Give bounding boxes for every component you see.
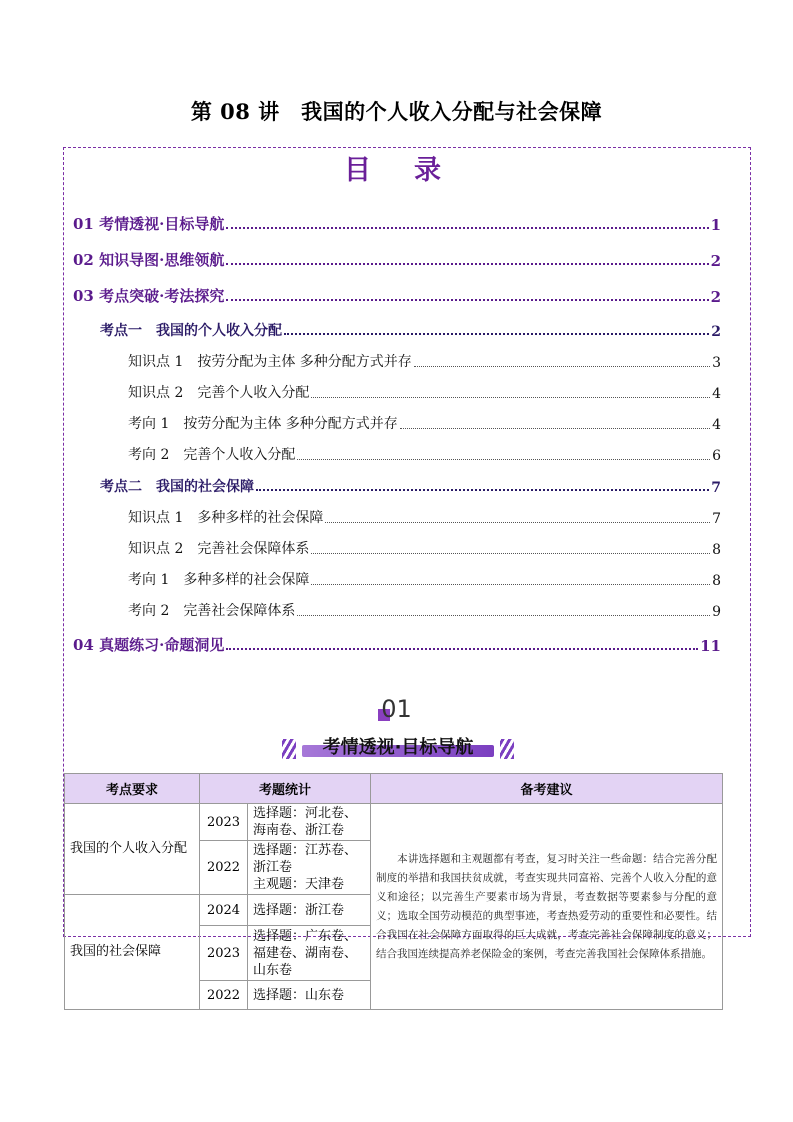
- toc-entry-label: 考向 1 多种多样的社会保障: [128, 572, 310, 588]
- toc-entry[interactable]: [73, 285, 721, 306]
- toc-entry[interactable]: [128, 413, 721, 433]
- toc-entry-label: 考向 2 完善个人收入分配: [128, 447, 296, 463]
- toc-entry-page: 2: [710, 252, 721, 270]
- toc-entry[interactable]: [73, 634, 721, 655]
- year-cell: 2024: [200, 895, 248, 926]
- year-cell: 2023: [200, 804, 248, 841]
- toc-entry-label: 知识点 1 多种多样的社会保障: [128, 510, 324, 526]
- toc-entry[interactable]: [73, 249, 721, 270]
- toc-entry[interactable]: [128, 351, 721, 371]
- stat-cell: 选择题：山东卷: [248, 981, 371, 1010]
- exam-point-income: 我国的个人收入分配: [65, 804, 200, 895]
- toc-entry-label: 知识点 2 完善社会保障体系: [128, 541, 310, 557]
- year-cell: 2022: [200, 841, 248, 895]
- toc-entry-page: 7: [711, 480, 721, 496]
- toc-leader-dots: [311, 584, 710, 585]
- toc-entry[interactable]: [100, 476, 721, 496]
- header-exam-stats: 考题统计: [200, 774, 371, 804]
- exam-point-social-security: 我国的社会保障: [65, 895, 200, 1010]
- toc-entry[interactable]: [128, 538, 721, 558]
- toc-leader-dots: [311, 553, 710, 554]
- toc-entry-label: 考点二 我国的社会保障: [100, 479, 254, 495]
- toc-entry[interactable]: [128, 569, 721, 589]
- toc-entry-label: 03 考点突破·考法探究: [73, 287, 225, 305]
- toc-entry-page: 3: [712, 355, 721, 371]
- toc-entry[interactable]: [73, 213, 721, 234]
- section-title: 考情透视·目标导航: [322, 737, 474, 758]
- advice-text: 本讲选择题和主观题都有考查，复习时关注一些命题：结合完善分配制度的举措和我国扶贫成就，考查实现共同富裕、完善个人收入分配的意义和途径；以完善生产要素市场为背景，考查数据等要素参与分配的意义；选取全国劳动模范的典型事迹，考查热爱劳动的重要性和必要性。结合我国在社会保障方面取得的巨大成就，考查完善社会保障制度的意义；结合我国连续提高养老保险金的案例，考查完善我国社会保障体系措施。: [376, 852, 718, 960]
- year-cell: 2023: [200, 926, 248, 981]
- toc-entry-label: 考点一 我国的个人收入分配: [100, 323, 282, 339]
- toc-entry[interactable]: [128, 507, 721, 527]
- toc-entry-label: 知识点 2 完善个人收入分配: [128, 385, 310, 401]
- toc-entry[interactable]: [128, 600, 721, 620]
- section-number: 01: [381, 695, 412, 723]
- toc-leader-dots: [297, 459, 710, 460]
- toc-entry-page: 6: [712, 448, 721, 464]
- toc-entry[interactable]: [128, 382, 721, 402]
- toc-entry-page: 9: [712, 604, 721, 620]
- toc-heading: 目 录: [344, 155, 449, 186]
- header-exam-point: 考点要求: [65, 774, 200, 804]
- year-cell: 2022: [200, 981, 248, 1010]
- toc-leader-dots: [256, 489, 709, 491]
- exam-analysis-table: [64, 773, 723, 1010]
- toc-entry-page: 2: [711, 324, 721, 340]
- toc-leader-dots: [297, 615, 710, 616]
- header-advice: 备考建议: [371, 774, 723, 804]
- toc-entry-page: 1: [710, 216, 721, 234]
- toc-entry-page: 11: [700, 637, 721, 655]
- toc-leader-dots: [226, 648, 698, 650]
- toc-leader-dots: [284, 333, 709, 335]
- toc-entry-page: 4: [712, 417, 721, 433]
- toc-entry-label: 考向 1 按劳分配为主体 多种分配方式并存: [128, 416, 398, 432]
- toc-entry-label: 02 知识导图·思维领航: [73, 251, 225, 269]
- toc-entry[interactable]: [100, 320, 721, 340]
- toc-entry-page: 7: [712, 511, 721, 527]
- stat-cell: 选择题：浙江卷: [248, 895, 371, 926]
- toc-leader-dots: [325, 522, 710, 523]
- toc-leader-dots: [226, 227, 708, 229]
- toc-entry-label: 知识点 1 按劳分配为主体 多种分配方式并存: [128, 354, 412, 370]
- toc-entry-page: 8: [712, 542, 721, 558]
- toc-entry-label: 考向 2 完善社会保障体系: [128, 603, 296, 619]
- stat-cell: 选择题：江苏卷、浙江卷 主观题：天津卷: [248, 841, 371, 895]
- toc-leader-dots: [400, 428, 710, 429]
- stat-cell: 选择题：河北卷、海南卷、浙江卷: [248, 804, 371, 841]
- advice-cell: [371, 804, 723, 1010]
- toc-entry-label: 04 真题练习·命题洞见: [73, 636, 225, 654]
- table-row: [65, 804, 723, 841]
- toc-leader-dots: [226, 263, 708, 265]
- table-header-row: [65, 774, 723, 804]
- toc-entry[interactable]: [128, 444, 721, 464]
- toc-leader-dots: [311, 397, 710, 398]
- toc-leader-dots: [414, 366, 710, 367]
- toc-entry-label: 01 考情透视·目标导航: [73, 215, 225, 233]
- toc-leader-dots: [226, 299, 708, 301]
- toc-entry-page: 2: [710, 288, 721, 306]
- document-title: 第 08 讲 我国的个人收入分配与社会保障: [190, 99, 603, 124]
- stat-cell: 选择题：广东卷、福建卷、湖南卷、山东卷: [248, 926, 371, 981]
- section-banner: [280, 733, 516, 759]
- toc-entry-page: 4: [712, 386, 721, 402]
- toc-entry-page: 8: [712, 573, 721, 589]
